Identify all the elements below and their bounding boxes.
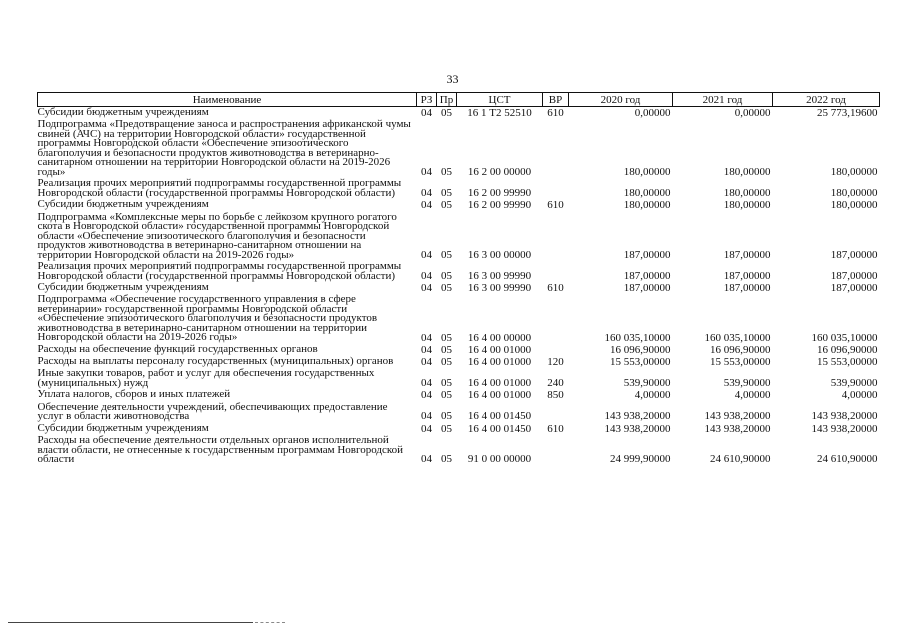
cell-2022: 143 938,20000 <box>811 410 878 423</box>
cell-name: Подпрограмма «Обеспечение государственного управления в сфере ветеринарии» государственной программы Новгородской области «Обеспечение эпизоотического благополучия и безопасности продуктов животноводства в ветеринарно-санитарном отношении на территории Новгородской области на 2019-2026 годы» <box>37 293 378 344</box>
cell-rz: 04 <box>421 410 432 423</box>
cell-rz: 04 <box>421 248 432 261</box>
cell-2022: 15 553,00000 <box>817 356 878 369</box>
footer-rule <box>8 622 253 623</box>
cell-rz: 04 <box>421 282 432 295</box>
cell-2020: 187,00000 <box>623 269 671 282</box>
cell-pr: 05 <box>441 453 452 466</box>
cell-2021: 180,00000 <box>723 199 771 212</box>
header-cst: ЦСТ <box>457 93 543 107</box>
cell-vr <box>543 178 569 199</box>
cell-pr: 05 <box>441 410 452 423</box>
cell-2020: 180,00000 <box>623 166 671 178</box>
cell-vr <box>543 435 569 466</box>
cell-2022: 4,00000 <box>841 389 878 402</box>
cell-name: Реализация прочих мероприятий подпрограммы государственной программы Новгородской области (государственной программы Новгородской области) <box>37 260 402 282</box>
cell-cst: 16 2 00 99990 <box>467 199 532 212</box>
cell-2022: 180,00000 <box>830 187 878 199</box>
header-name: Наименование <box>38 93 417 107</box>
table-row <box>38 261 880 282</box>
header-rz: РЗ <box>417 93 437 107</box>
cell-2021: 539,90000 <box>723 377 771 390</box>
cell-name: Подпрограмма «Предотвращение заноса и распространения африканской чумы свиней (АЧС) на территории Новгородской области» государственной программы Новгородской области «Обеспечение эпизоотического благополучия и безопасности продуктов животноводства в ветеринарно-санитарном отношении на территории Новгородской области на 2019-2026 годы» <box>37 118 411 178</box>
table-row <box>38 178 880 199</box>
cell-2020: 180,00000 <box>623 199 671 212</box>
header-pr: Пр <box>437 93 457 107</box>
budget-table <box>37 92 880 466</box>
cell-vr: 120 <box>547 356 564 369</box>
table-row <box>38 402 880 423</box>
cell-2020: 187,00000 <box>623 282 671 295</box>
cell-rz: 04 <box>421 269 432 282</box>
cell-2021: 15 553,00000 <box>710 356 771 369</box>
cell-cst: 16 3 00 00000 <box>467 248 532 261</box>
cell-2021: 187,00000 <box>723 269 771 282</box>
cell-2020: 180,00000 <box>623 187 671 199</box>
cell-name: Субсидии бюджетным учреждениям <box>37 421 209 434</box>
cell-cst: 16 4 00 00000 <box>467 331 532 344</box>
cell-pr: 05 <box>441 331 452 344</box>
cell-cst: 16 4 00 01450 <box>467 410 532 423</box>
cell-2020: 187,00000 <box>623 248 671 261</box>
cell-pr: 05 <box>441 377 452 390</box>
cell-2021: 24 610,90000 <box>710 453 771 466</box>
cell-rz: 04 <box>421 377 432 390</box>
cell-rz: 04 <box>421 331 432 344</box>
cell-2020: 24 999,90000 <box>610 453 671 466</box>
cell-rz: 04 <box>421 422 432 435</box>
cell-rz: 04 <box>421 107 432 119</box>
cell-pr: 05 <box>441 166 452 178</box>
cell-2020: 160 035,10000 <box>604 331 671 344</box>
table-row <box>38 389 880 401</box>
cell-2020: 143 938,20000 <box>604 410 671 423</box>
cell-name: Расходы на обеспечение функций государственных органов <box>37 342 318 355</box>
table-body <box>38 107 880 466</box>
cell-cst: 16 3 00 99990 <box>467 269 532 282</box>
cell-2021: 143 938,20000 <box>704 422 771 435</box>
cell-cst: 16 2 00 99990 <box>467 187 532 199</box>
cell-2020: 0,00000 <box>634 107 671 119</box>
cell-cst: 16 3 00 99990 <box>467 282 532 295</box>
cell-2022: 24 610,90000 <box>817 453 878 466</box>
cell-2022: 187,00000 <box>830 248 878 261</box>
cell-name: Субсидии бюджетным учреждениям <box>37 106 209 118</box>
table-row <box>38 294 880 344</box>
cell-pr: 05 <box>441 422 452 435</box>
cell-pr: 05 <box>441 199 452 212</box>
cell-rz: 04 <box>421 199 432 212</box>
cell-rz: 04 <box>421 356 432 369</box>
cell-vr: 850 <box>547 389 564 402</box>
cell-2022: 143 938,20000 <box>811 422 878 435</box>
cell-2022: 187,00000 <box>830 282 878 295</box>
cell-2022: 180,00000 <box>830 166 878 178</box>
cell-2022: 187,00000 <box>830 269 878 282</box>
table-row <box>38 119 880 178</box>
cell-2022: 539,90000 <box>830 377 878 390</box>
cell-vr: 610 <box>547 282 564 295</box>
cell-2021: 0,00000 <box>734 107 771 119</box>
cell-vr: 610 <box>547 107 564 119</box>
cell-cst: 16 2 00 00000 <box>467 166 532 178</box>
cell-2020: 16 096,90000 <box>610 343 671 356</box>
cell-name: Реализация прочих мероприятий подпрограммы государственной программы Новгородской области (государственной программы Новгородской области) <box>37 177 402 199</box>
cell-name: Субсидии бюджетным учреждениям <box>37 198 209 211</box>
header-2022: 2022 год <box>773 93 880 107</box>
cell-2022: 180,00000 <box>830 199 878 212</box>
cell-vr <box>543 261 569 282</box>
cell-name: Расходы на обеспечение деятельности отдельных органов исполнительной власти области, не отнесенные к государственным программам Новгородской области <box>37 434 404 466</box>
cell-2021: 160 035,10000 <box>704 331 771 344</box>
cell-rz: 04 <box>421 166 432 178</box>
cell-cst: 16 4 00 01000 <box>467 343 532 356</box>
cell-vr <box>543 402 569 423</box>
cell-pr: 05 <box>441 187 452 199</box>
table-row <box>38 212 880 262</box>
cell-vr <box>543 344 569 356</box>
cell-pr: 05 <box>441 269 452 282</box>
cell-rz: 04 <box>421 389 432 402</box>
cell-cst: 16 4 00 01450 <box>467 422 532 435</box>
cell-cst: 16 1 Т2 52510 <box>467 107 532 119</box>
cell-2021: 4,00000 <box>734 389 771 402</box>
cell-vr <box>543 119 569 178</box>
cell-vr: 240 <box>547 377 564 390</box>
cell-2022: 25 773,19600 <box>817 107 878 119</box>
cell-2021: 180,00000 <box>723 187 771 199</box>
cell-2021: 187,00000 <box>723 282 771 295</box>
cell-2020: 143 938,20000 <box>604 422 671 435</box>
cell-cst: 16 4 00 01000 <box>467 389 532 402</box>
cell-pr: 05 <box>441 343 452 356</box>
table-header-row <box>38 93 880 107</box>
cell-pr: 05 <box>441 107 452 119</box>
cell-2022: 160 035,10000 <box>811 331 878 344</box>
cell-2021: 16 096,90000 <box>710 343 771 356</box>
cell-name: Расходы на выплаты персоналу государственных (муниципальных) органов <box>37 355 394 368</box>
header-2020: 2020 год <box>569 93 673 107</box>
cell-name: Подпрограмма «Комплексные меры по борьбе с лейкозом крупного рогатого скота в Новгородской области» государственной программы Новгородской области «Обеспечение эпизоотического благополучия и безопасности продуктов животноводства в ветеринарно-санитарном отношении на территории Новгородской области на 2019-2026 годы» <box>37 210 397 261</box>
cell-vr <box>543 212 569 262</box>
cell-name: Иные закупки товаров, работ и услуг для обеспечения государственных (муниципальных) нужд <box>37 367 375 389</box>
cell-cst: 16 4 00 01000 <box>467 356 532 369</box>
cell-2021: 143 938,20000 <box>704 410 771 423</box>
cell-2020: 4,00000 <box>634 389 671 402</box>
header-2021: 2021 год <box>673 93 773 107</box>
cell-pr: 05 <box>441 282 452 295</box>
cell-vr <box>543 294 569 344</box>
cell-name: Субсидии бюджетным учреждениям <box>37 281 209 294</box>
footer-rule-dashed <box>255 622 285 623</box>
table-row <box>38 435 880 466</box>
cell-cst: 16 4 00 01000 <box>467 377 532 390</box>
cell-2020: 539,90000 <box>623 377 671 390</box>
page-number: 33 <box>446 72 459 86</box>
cell-2022: 16 096,90000 <box>817 343 878 356</box>
cell-name: Уплата налогов, сборов и иных платежей <box>37 388 231 401</box>
cell-pr: 05 <box>441 248 452 261</box>
cell-rz: 04 <box>421 343 432 356</box>
cell-2020: 15 553,00000 <box>610 356 671 369</box>
cell-2021: 187,00000 <box>723 248 771 261</box>
cell-pr: 05 <box>441 389 452 402</box>
cell-rz: 04 <box>421 187 432 199</box>
table-row <box>38 368 880 389</box>
table-row <box>38 199 880 211</box>
header-vr: ВР <box>543 93 569 107</box>
cell-pr: 05 <box>441 356 452 369</box>
cell-name: Обеспечение деятельности учреждений, обеспечивающих предоставление услуг в области животноводства <box>37 400 388 423</box>
cell-2021: 180,00000 <box>723 166 771 178</box>
cell-vr: 610 <box>547 422 564 435</box>
cell-cst: 91 0 00 00000 <box>467 453 532 466</box>
cell-vr: 610 <box>547 199 564 212</box>
cell-rz: 04 <box>421 453 432 466</box>
